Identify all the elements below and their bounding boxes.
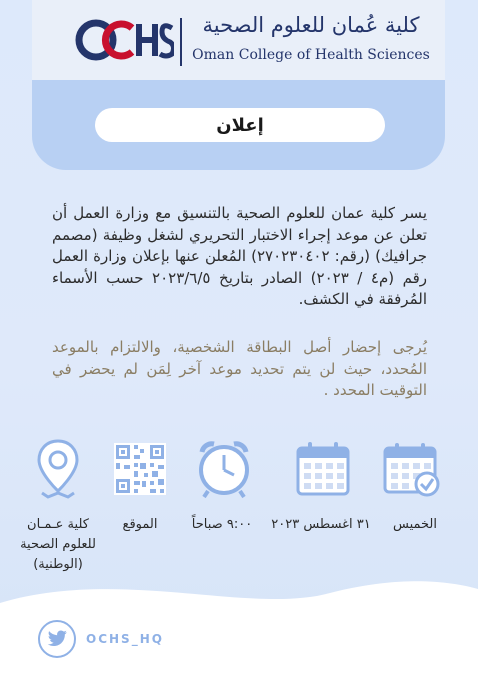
location-pin-icon [22, 437, 94, 501]
location-line-2: للعلوم الصحية [20, 537, 96, 552]
logo-divider [180, 18, 182, 66]
location-line-3: (الوطنية) [33, 557, 83, 572]
alarm-clock-icon [188, 437, 260, 501]
announcement-title: إعلان [95, 108, 385, 142]
instructions-paragraph: يُرجى إحضار أصل البطاقة الشخصية، والالتزام بالموعد المُحدد، حيث لن يتم تحديد موعد آخر لِمَن لم يحضر في التوقيت المحدد . [52, 338, 427, 399]
ochs-logo-icon [74, 12, 174, 68]
qr-code-icon [104, 437, 176, 501]
logo-text-english: Oman College of Health Sciences [192, 47, 430, 63]
day-label: الخميس [393, 517, 437, 532]
calendar-icon [287, 437, 359, 501]
time-label: ٩:٠٠ صباحاً [191, 517, 253, 532]
twitter-icon[interactable] [38, 620, 76, 658]
calendar-check-icon [376, 437, 448, 501]
location-label: الموقع [122, 517, 158, 532]
logo-text-arabic: كلية عُمان للعلوم الصحية [202, 13, 420, 37]
date-label: ٣١ اغسطس ٢٠٢٣ [271, 517, 371, 532]
location-address [8, 515, 108, 575]
logo-bar [32, 0, 445, 80]
social-handle[interactable]: OCHS_HQ [86, 632, 164, 646]
announcement-paragraph: يسر كلية عمان للعلوم الصحية بالتنسيق مع وزارة العمل أن تعلن عن موعد إجراء الاختبار التحريري لشغل وظيفة (مصمم جرافيك) (رقم: ٢٧٠٢٣٠٤٠٢) المُعلن عنها بإعلان وزارة العمل رقم (م٤ / ٢٠٢٣) الصادر بتاريخ ٢٠٢٣/٦/٥ حسب الأسماء المُرفقة في الكشف. [52, 204, 427, 308]
header [32, 0, 445, 170]
social-link[interactable] [38, 619, 164, 659]
location-line-1: كلية عـمـان [27, 517, 89, 532]
